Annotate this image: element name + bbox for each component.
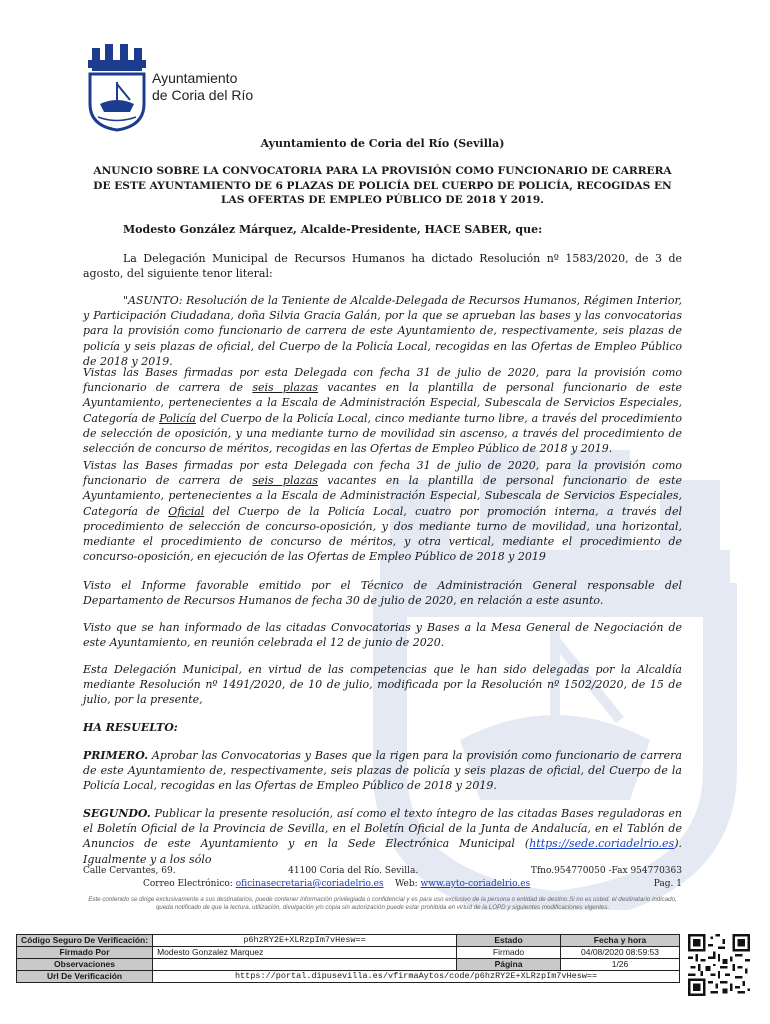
org-name <box>152 70 253 104</box>
sede-link[interactable]: https://sede.coriadelrio.es <box>529 837 675 851</box>
page-value: 1/26 <box>561 959 680 971</box>
footer-disclaimer: Este contenido se dirige exclusivamente a sus destinatarios, puede contener información privilegiada o confidencial y es para uso exclusivo de la persona o entidad de destino.Si no es usted. el destinatario indicado, queda notificado de que la lectura, utilización, divulgación y/o copia sin autorización puede estar prohibida en virtud de la LOPD y siguientes modificaciones vigentes. <box>88 896 677 911</box>
vistas-policia-paragraph <box>83 365 682 456</box>
document-title: Ayuntamiento de Coria del Río (Sevilla) <box>260 137 505 150</box>
segundo-paragraph <box>83 806 682 867</box>
table-row <box>17 959 680 971</box>
table-row <box>17 947 680 959</box>
footer-web-link[interactable]: www.ayto-coriadelrio.es <box>420 879 531 889</box>
vistas-oficial-paragraph <box>83 458 682 564</box>
signer-name: Modesto Gonzalez Marquez <box>153 947 457 959</box>
verification-table <box>16 934 680 983</box>
qr-code-icon <box>688 934 750 996</box>
status-label: Estado <box>457 935 561 947</box>
underlined-text: seis plazas <box>252 474 319 488</box>
underlined-text: Policía <box>159 411 196 425</box>
primero-paragraph <box>83 748 682 794</box>
text-segment: vacantes en la plantilla de personal funcionario de este Ayuntamiento, pertenecientes a la Escala de Administración Especial, Subescala de Servicios Especiales, Categoría de <box>83 381 682 425</box>
mayor-statement: Modesto González Márquez, Alcalde-Presidente, HACE SABER, que: <box>123 223 543 236</box>
verification-url[interactable]: https://portal.dipusevilla.es/vfirmaAytos/code/p6hzRY2E+XLRzpIm7vHesw== <box>153 971 680 983</box>
text-segment: vacantes en la plantilla de personal funcionario de este Ayuntamiento, pertenecientes a la Escala de Administración Especial, Subescala de Servicios Especiales, Categoría de <box>83 474 682 518</box>
footer-page: Pag. 1 <box>653 879 682 889</box>
code-label: Código Seguro De Verificación: <box>17 935 153 947</box>
signed-by-label: Firmado Por <box>17 947 153 959</box>
org-name-line2: de Coria del Río <box>152 87 254 103</box>
text-segment: Aprobar las Convocatorias y Bases que la rigen para la provisión como funcionario de carrera de este Ayuntamiento de, respectivamente, seis plazas de policía y seis plazas de oficial, del Cuerpo de la Policía Local, recogidas en las Ofertas de Empleo Público de 2018 y 2019. <box>83 749 682 793</box>
segundo-label: SEGUNDO. <box>83 807 151 820</box>
footer-phone: Tfno.954770050 -Fax 954770363 <box>530 866 682 876</box>
underlined-text: Oficial <box>168 504 205 518</box>
footer-web-label: Web: <box>395 879 421 889</box>
status-value: Firmado <box>457 947 561 959</box>
visto-informe-paragraph: Visto el Informe favorable emitido por el Técnico de Administración General responsable del Departamento de Recursos Humanos de fecha 30 de julio de 2020, en relación a este asunto. <box>83 579 682 608</box>
footer-address <box>83 865 682 891</box>
text-segment: ). Igualmente y a los sólo <box>83 837 682 866</box>
asunto-paragraph: "ASUNTO: Resolución de la Teniente de Alcalde-Delegada de Recursos Humanos, Régimen Interior, y Participación Ciudadana, doña Silvia Gracia Galán, por la que se aprueban las bases y las convocatorias para la provisión como funcionario de carrera de este Ayuntamiento de, respectivamente, seis plazas de policía y seis plazas de oficial, del Cuerpo de la Policía Local, recogidas en las Ofertas de Empleo Público de 2018 y 2019. <box>83 294 682 368</box>
primero-label: PRIMERO. <box>83 749 149 762</box>
text-segment: Vistas las Bases firmadas por esta Delegada con fecha 31 de julio de 2020, para la provisión como funcionario de carrera de <box>83 459 682 488</box>
footer-email-link[interactable]: oficinasecretaria@coriadelrio.es <box>235 879 384 889</box>
footer-email-label: Correo Electrónico: <box>143 879 236 889</box>
text-segment: Vistas las Bases firmadas por esta Delegada con fecha 31 de julio de 2020, para la provisión como funcionario de carrera de <box>83 366 682 395</box>
observations-label: Observaciones <box>17 959 153 971</box>
text-segment: del Cuerpo de la Policía Local, cuatro por promoción interna, a través del procedimiento de selección de concurso-oposición, y dos mediante turno de movilidad, una horizontal, mediante el procedimiento de concurso de méritos, y otra vertical, mediante el procedimiento de concurso-oposición, en ejecución de las Ofertas de Empleo Público de 2018 y 2019 <box>83 504 682 564</box>
date-label: Fecha y hora <box>561 935 680 947</box>
footer-city: 41100 Coria del Río. Sevilla. <box>288 866 419 876</box>
footer-street: Calle Cervantes, 69. <box>83 866 176 876</box>
url-label: Url De Verificación <box>17 971 153 983</box>
intro-paragraph: La Delegación Municipal de Recursos Humanos ha dictado Resolución nº 1583/2020, de 3 de agosto, del siguiente tenor literal: <box>83 252 682 281</box>
verification-code: p6hzRY2E+XLRzpIm7vHesw== <box>153 935 457 947</box>
text-segment: Publicar la presente resolución, así como el texto íntegro de las citadas Bases reguladoras en el Boletín Oficial de la Provincia de Sevilla, en el Boletín Oficial de la Junta de Andalucía, en el Tablón de Anuncios de este Ayuntamiento y en la Sede Electrónica Municipal ( <box>83 807 682 851</box>
announcement-heading: ANUNCIO SOBRE LA CONVOCATORIA PARA LA PROVISIÓN COMO FUNCIONARIO DE CARRERA DE ESTE AYUNTAMIENTO DE 6 PLAZAS DE POLICÍA DEL CUERPO DE POLICÍA, RECOGIDAS EN LAS OFERTAS DE EMPLEO PÚBLICO DE 2018 Y 2019. <box>93 165 672 207</box>
visto-mesa-paragraph: Visto que se han informado de las citadas Convocatorias y Bases a la Mesa General de Negociación de este Ayuntamiento, en reunión celebrada el 12 de junio de 2020. <box>83 621 682 650</box>
table-row <box>17 971 680 983</box>
underlined-text: seis plazas <box>252 381 319 395</box>
org-name-line1: Ayuntamiento <box>152 70 238 86</box>
observations-value <box>153 959 457 971</box>
ha-resuelto-heading: HA RESUELTO: <box>83 721 178 734</box>
delegacion-paragraph: Esta Delegación Municipal, en virtud de las competencias que le han sido delegadas por la Alcaldía mediante Resolución nº 1491/2020, de 10 de julio, modificada por la Resolución nº 1502/2020, de 15 de julio, por la presente, <box>83 663 682 707</box>
coat-of-arms-icon <box>82 42 152 132</box>
text-segment: del Cuerpo de la Policía Local, cinco mediante turno libre, a través del procedimiento de selección de oposición, y una mediante turno de movilidad sin ascenso, a través del procedimiento de selección de concurso de méritos, recogidas en las Ofertas de Empleo Público de 2018 y 2019. <box>83 411 683 456</box>
table-row <box>17 935 680 947</box>
datetime-value: 04/08/2020 08:59:53 <box>561 947 680 959</box>
page-label: Página <box>457 959 561 971</box>
